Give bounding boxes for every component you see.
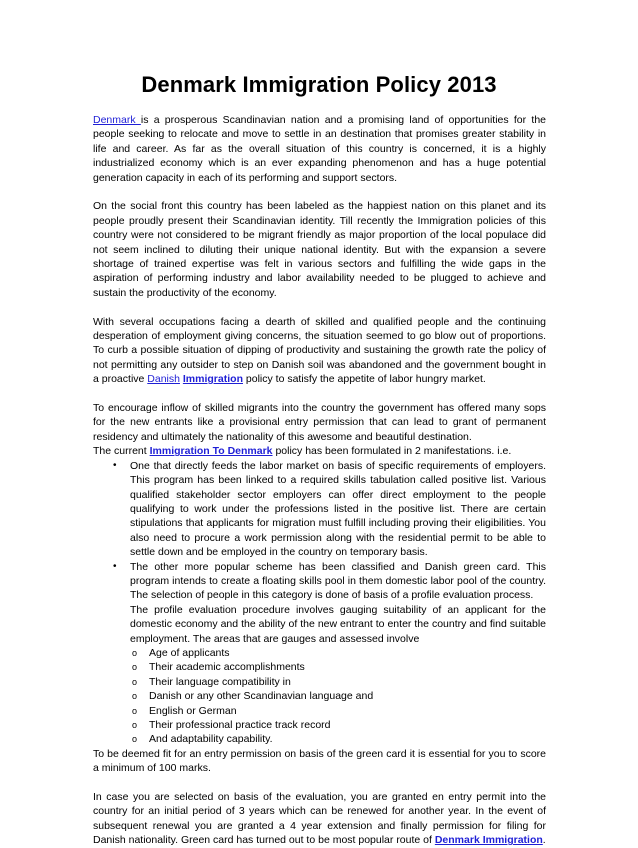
criteria-label: Danish or any other Scandinavian language and: [149, 690, 374, 703]
paragraph-current-policy: [93, 444, 546, 458]
list-item: [130, 660, 546, 674]
paragraph-current-policy-post: policy has been formulated in 2 manifestations. i.e.: [272, 445, 512, 458]
paragraph-selection-text: In case you are selected on basis of the evaluation, you are granted en entry permit into the country for an initial period of 3 years which can be renewed for another year. In the event of subsequent renewal you are granted a 4 year extension and finally permission for filing for Danish nationality. Green card has turned out to be most popular route of: [93, 791, 546, 847]
paragraph-encourage: To encourage inflow of skilled migrants into the country the government has offered many sops for the new entrants like a provisional entry permission that can lead to grant of permanent residency and ultimately the nationality of this awesome and beautiful destination.: [93, 402, 546, 443]
circle-bullet-icon: o: [132, 734, 138, 745]
manifestation-list: [93, 459, 546, 747]
list-item: [130, 675, 546, 689]
paragraph-intro: [93, 113, 546, 185]
link-denmark[interactable]: Denmark: [93, 114, 141, 126]
paragraph-occupations: [93, 315, 546, 387]
link-danish[interactable]: Danish: [147, 373, 180, 386]
list-item: [130, 646, 546, 660]
paragraph-intro-text: is a prosperous Scandinavian nation and a promising land of opportunities for the people seeking to relocate and move to settle in an destination that promises greater stability in life and career. As far as the overall situation of this country is concerned, it is a highly industrialized economy which is an ever expanding phenomenon and has a huge potential generation capacity in each of its performing and support sectors.: [93, 114, 546, 184]
link-immigration-to-denmark[interactable]: Immigration To Denmark: [149, 445, 273, 458]
document-body: [93, 113, 546, 848]
link-immigration[interactable]: Immigration: [182, 373, 243, 386]
bullet-icon: •: [113, 459, 117, 471]
circle-bullet-icon: o: [132, 676, 138, 687]
circle-bullet-icon: o: [132, 691, 138, 702]
list-item: [130, 718, 546, 732]
circle-bullet-icon: o: [132, 720, 138, 731]
bullet-labor-market-text: One that directly feeds the labor market on basis of specific requirements of employers. This program has been linked to a required skills tabulation called positive list. Various qualified stakeholder sector employers can offer direct employment to the people qualifying to work under the professions listed in the positive list. There are certain stipulations that applicants for migration must fulfill including proving their eligibilities. You also need to procure a work permission along with the residential permit to be able to settle down and be employed in the country on temporary basis.: [130, 459, 546, 559]
link-denmark-immigration[interactable]: Denmark Immigration: [434, 834, 543, 847]
bullet-green-card-text: The other more popular scheme has been classified and Danish green card. This program intends to create a floating skills pool in them domestic labor pool of the country. The selection of people in this category is done of basis of a profile evaluation process.: [130, 560, 546, 602]
list-item: [93, 560, 546, 747]
circle-bullet-icon: o: [132, 705, 138, 716]
circle-bullet-icon: o: [132, 647, 138, 658]
list-item: [93, 459, 546, 560]
list-item: [130, 732, 546, 746]
page-title: Denmark Immigration Policy 2013: [141, 72, 497, 97]
criteria-label: Their language compatibility in: [149, 675, 291, 688]
criteria-label: Age of applicants: [149, 646, 230, 659]
paragraph-selection: [93, 790, 546, 848]
paragraph-current-policy-pre: The current: [93, 445, 150, 458]
paragraph-social: On the social front this country has been labeled as the happiest nation on this planet and its people proudly present their Scandinavian identity. Till recently the Immigration policies of this country were not considered to be migrant friendly as major proportion of the local populace did not seem inclined to diluting their unique national identity. But with the expansion a severe shortage of trained expertise was felt in various sectors and fulfilling the wide gaps in the aspiration of performing industry and labor availability needed to be plugged to achieve and sustain the productivity of the economy.: [93, 200, 546, 299]
paragraph-selection-tail: .: [542, 834, 546, 847]
assessment-criteria-list: [130, 646, 546, 747]
list-item: [130, 689, 546, 703]
criteria-label: Their academic accomplishments: [149, 661, 305, 674]
paragraph-occupations-text: With several occupations facing a dearth of skilled and qualified people and the continuing desperation of employment giving concerns, the situation seemed to go blow out of proportions. To curb a possible situation of dipping of productivity and sustaining the growth rate the policy of not permitting any outsider to step on Danish soil was abandoned and the government bought in a proactive: [93, 315, 546, 386]
criteria-label: Their professional practice track record: [149, 719, 331, 732]
bullet-green-card-detail: The profile evaluation procedure involves gauging suitability of an applicant for the domestic economy and the ability of the new entrant to enter the country and find suitable employment. The areas that are gauges and assessed involve: [130, 603, 546, 645]
bullet-icon: •: [113, 560, 117, 572]
circle-bullet-icon: o: [132, 662, 138, 673]
paragraph-occupations-tail: policy to satisfy the appetite of labor hungry market.: [242, 373, 486, 386]
paragraph-minimum-score: To be deemed fit for an entry permission on basis of the green card it is essential for you to score a minimum of 100 marks.: [93, 747, 546, 775]
list-item: [130, 704, 546, 718]
criteria-label: And adaptability capability.: [149, 733, 273, 746]
criteria-label: English or German: [149, 704, 237, 717]
